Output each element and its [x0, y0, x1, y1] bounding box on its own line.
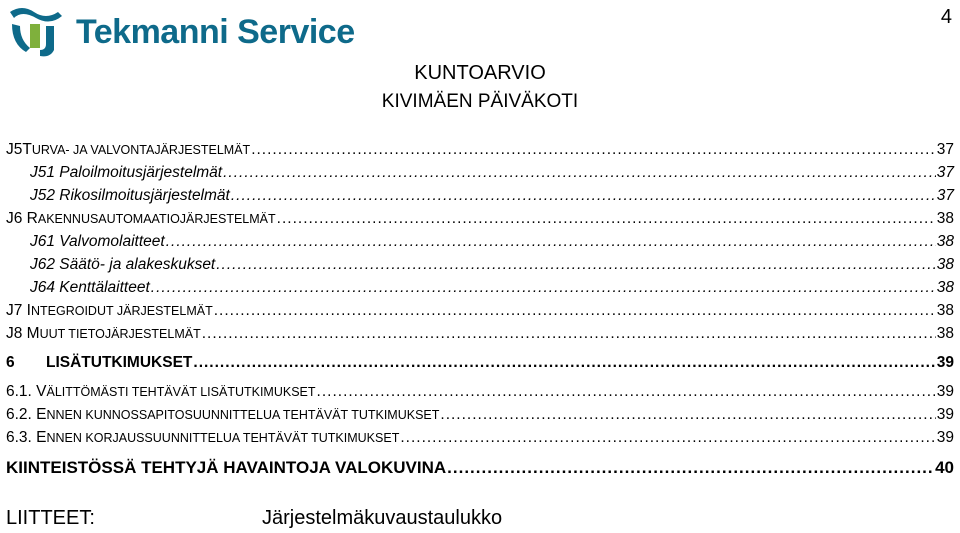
toc-section-number: 6: [6, 354, 15, 371]
leader-dots: [151, 279, 936, 297]
toc-entry-j8[interactable]: [6, 325, 954, 348]
toc-page-number: 38: [936, 210, 954, 227]
toc-entry-j61[interactable]: [6, 233, 954, 256]
toc-page-number: 37: [936, 187, 954, 204]
toc-entry-j7[interactable]: [6, 302, 954, 325]
leader-dots: [440, 406, 935, 424]
toc-page-number: 38: [936, 279, 954, 296]
toc-entry-lead: J7 I: [6, 302, 31, 319]
appendix-line: [6, 507, 502, 530]
toc-entry-text: UUT TIETOJÄRJESTELMÄT: [39, 327, 201, 341]
toc-page-number: 39: [936, 406, 954, 423]
appendix-item[interactable]: Järjestelmäkuvaustaulukko: [262, 507, 503, 529]
toc-entry-text: J61 Valvomolaitteet: [30, 233, 165, 250]
leader-dots: [216, 256, 936, 274]
toc-page-number: 39: [936, 429, 954, 446]
toc-entry-text: URVA- JA VALVONTAJÄRJESTELMÄT: [31, 143, 251, 157]
appendix-label: LIITTEET:: [6, 507, 95, 529]
toc-entry-text: J52 Rikosilmoitusjärjestelmät: [30, 187, 230, 204]
toc-entry-j64[interactable]: [6, 279, 954, 302]
leader-dots: [223, 164, 936, 182]
toc-page-number: 38: [936, 256, 954, 273]
toc-entry-lead: 6.3. E: [6, 429, 47, 446]
leader-dots: [202, 325, 936, 343]
toc-entry-lead: J6 R: [6, 210, 38, 227]
toc-entry-text: NNEN KUNNOSSAPITOSUUNNITTELUA TEHTÄVÄT TUTKIMUKSET: [46, 408, 440, 422]
leader-dots: [231, 187, 936, 205]
toc-entry-lead: 6.1. V: [6, 383, 47, 400]
leader-dots: [317, 383, 936, 401]
toc-entry-6-3[interactable]: [6, 429, 954, 452]
table-of-contents: [6, 141, 954, 484]
toc-entry-lead: J5T: [6, 141, 32, 158]
toc-page-number: 40: [935, 458, 954, 477]
toc-entry-j51[interactable]: [6, 164, 954, 187]
toc-entry-6-1[interactable]: [6, 383, 954, 406]
toc-entry-section-6[interactable]: [6, 354, 954, 377]
leader-dots: [277, 210, 936, 228]
toc-entry-j6[interactable]: [6, 210, 954, 233]
toc-page-number: 37: [936, 164, 954, 181]
toc-entry-lead: 6.2. E: [6, 406, 47, 423]
leader-dots: [214, 302, 936, 320]
company-logo: [6, 4, 355, 60]
toc-entry-text: LISÄTUTKIMUKSET: [46, 354, 193, 371]
toc-entry-j62[interactable]: [6, 256, 954, 279]
document-title: KUNTOARVIO: [414, 62, 546, 84]
page-number: 4: [940, 6, 952, 28]
leader-dots: [166, 233, 936, 251]
toc-entry-text: ÄLITTÖMÄSTI TEHTÄVÄT LISÄTUTKIMUKSET: [46, 385, 316, 399]
toc-entry-text: AKENNUSAUTOMAATIOJÄRJESTELMÄT: [37, 212, 276, 226]
document-subtitle: KIVIMÄEN PÄIVÄKOTI: [381, 91, 579, 112]
toc-page-number: 38: [936, 325, 954, 342]
leader-dots: [447, 458, 934, 478]
leader-dots: [193, 354, 935, 372]
toc-entry-text: NNEN KORJAUSSUUNNITTELUA TEHTÄVÄT TUTKIMUKSET: [46, 431, 400, 445]
toc-entry-lead: J8 M: [6, 325, 40, 342]
tekmanni-logo-icon: [6, 4, 68, 60]
toc-entry-text: J62 Säätö- ja alakeskukset: [30, 256, 216, 273]
toc-page-number: 39: [936, 354, 954, 371]
toc-page-number: 38: [936, 233, 954, 250]
toc-entry-j5[interactable]: [6, 141, 954, 164]
brand-name: Tekmanni Service: [76, 12, 355, 51]
toc-page-number: 38: [936, 302, 954, 319]
toc-entry-text: J51 Paloilmoitusjärjestelmät: [30, 164, 223, 181]
toc-entry-text: NTEGROIDUT JÄRJESTELMÄT: [30, 304, 213, 318]
toc-entry-6-2[interactable]: [6, 406, 954, 429]
toc-page-number: 39: [936, 383, 954, 400]
toc-entry-text: J64 Kenttälaitteet: [30, 279, 150, 296]
toc-entry-text: KIINTEISTÖSSÄ TEHTYJÄ HAVAINTOJA VALOKUVINA: [6, 458, 447, 477]
toc-entry-j52[interactable]: [6, 187, 954, 210]
toc-page-number: 37: [936, 141, 954, 158]
leader-dots: [400, 429, 935, 447]
leader-dots: [251, 141, 936, 159]
toc-entry-photos[interactable]: [6, 458, 954, 484]
